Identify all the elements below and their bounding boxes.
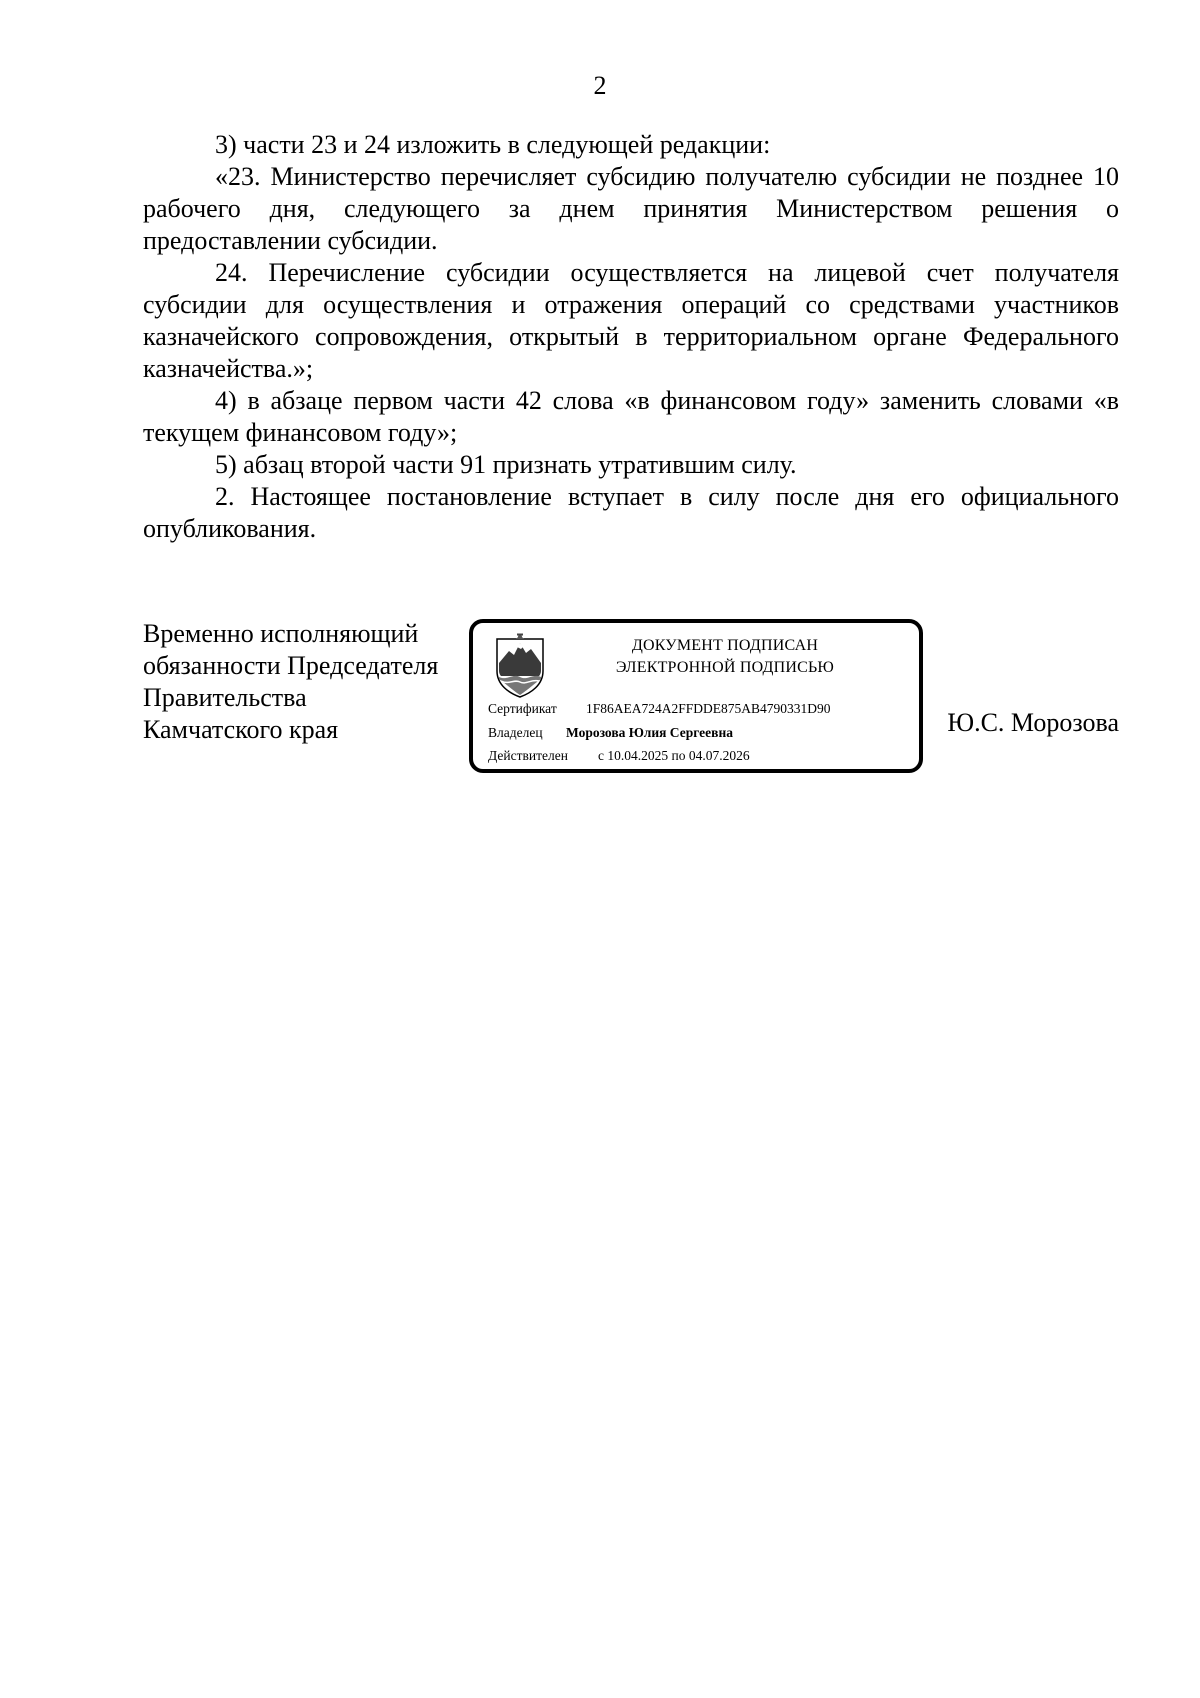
owner-label: Владелец xyxy=(488,725,543,740)
certificate-value: 1F86AEA724A2FFDDE875AB4790331D90 xyxy=(586,701,831,716)
owner-value: Морозова Юлия Сергеевна xyxy=(566,725,733,740)
certificate-label: Сертификат xyxy=(488,701,557,716)
signer-position-line: Временно исполняющий xyxy=(143,619,419,648)
stamp-title-line: ДОКУМЕНТ ПОДПИСАН xyxy=(631,637,819,654)
signer-name: Ю.С. Морозова xyxy=(947,708,1119,737)
paragraph-item-3: 3) части 23 и 24 изложить в следующей редакции: xyxy=(215,130,771,159)
stamp-title-line: ЭЛЕКТРОННОЙ ПОДПИСЬЮ xyxy=(615,659,835,676)
document-body xyxy=(143,129,1119,545)
signer-position-line: обязанности Председателя xyxy=(143,651,439,680)
page-number: 2 xyxy=(593,71,607,100)
validity-value: с 10.04.2025 по 04.07.2026 xyxy=(598,748,750,763)
signer-position-line: Камчатского края xyxy=(143,715,339,744)
paragraph-item-4: 4) в абзаце первом части 42 слова «в финансовом году» заменить словами «в текущем финансовом году»; xyxy=(143,386,1119,447)
paragraph-part-24: 24. Перечисление субсидии осуществляется на лицевой счет получателя субсидии для осуществления и отражения операций со средствами участников казначейского сопровождения, открытый в территориальном органе Федерального казначейства.»; xyxy=(143,258,1119,383)
stamp-title xyxy=(551,635,899,679)
paragraph-effective-date: 2. Настоящее постановление вступает в силу после дня его официального опубликования. xyxy=(143,482,1119,543)
stamp-certificate-row xyxy=(488,700,831,718)
electronic-signature-stamp xyxy=(469,619,923,773)
stamp-owner-row xyxy=(488,724,733,742)
coat-of-arms-icon xyxy=(491,633,549,699)
paragraph-item-5: 5) абзац второй части 91 признать утратившим силу. xyxy=(215,450,797,479)
signer-position xyxy=(143,618,473,746)
paragraph-part-23: «23. Министерство перечисляет субсидию получателю субсидии не позднее 10 рабочего дня, следующего за днем принятия Министерством решения о предоставлении субсидии. xyxy=(143,162,1119,255)
signer-position-line: Правительства xyxy=(143,683,307,712)
stamp-validity-row xyxy=(488,747,750,765)
validity-label: Действителен xyxy=(488,748,568,763)
